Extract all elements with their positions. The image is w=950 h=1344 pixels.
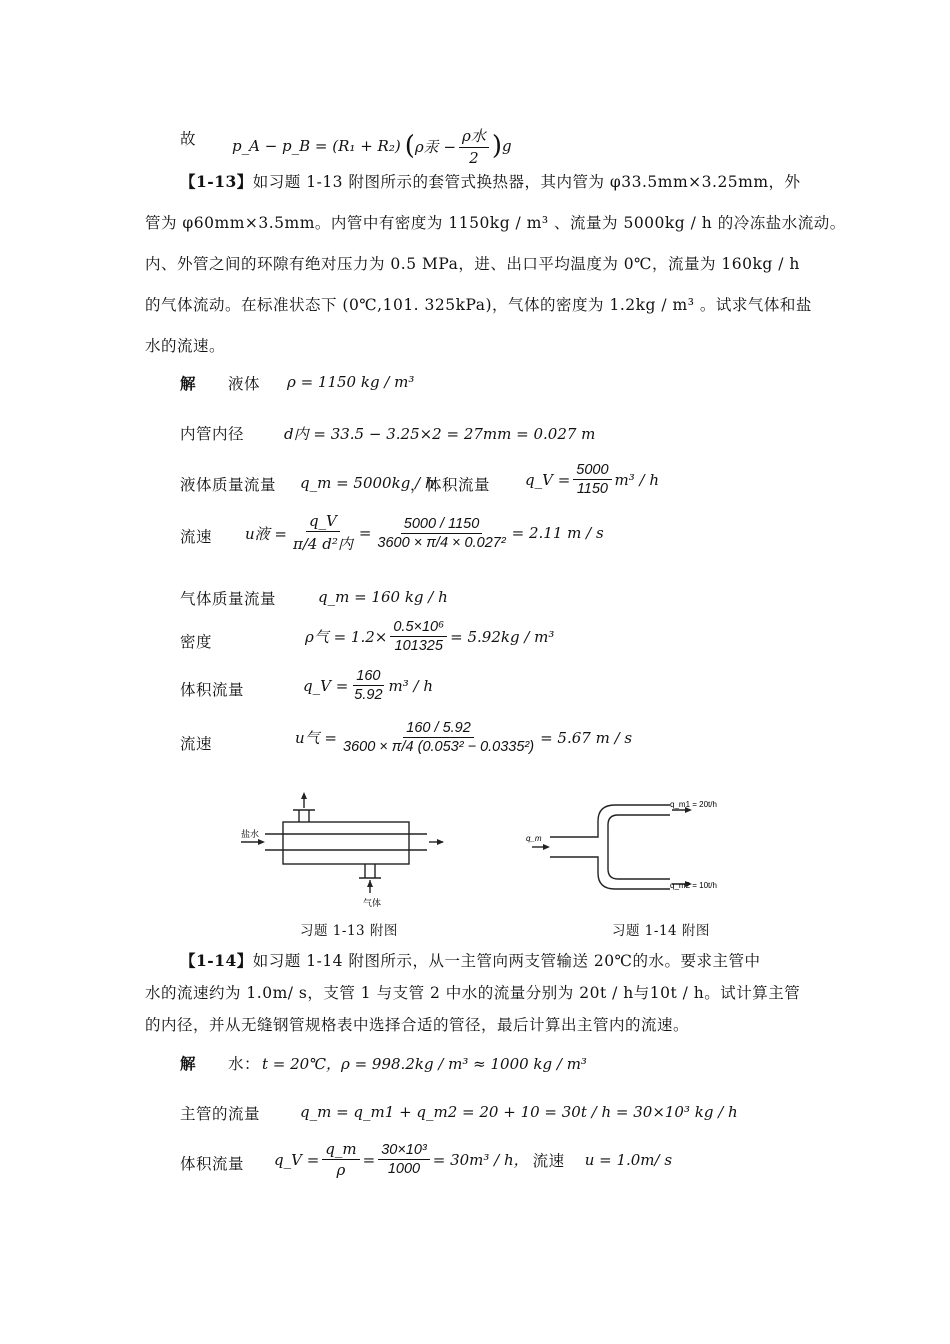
gu-fraction: [340, 720, 537, 755]
eq-lhs: p_A − p_B = (R₁ + R₂): [232, 137, 401, 155]
qv-num: 5000: [573, 462, 611, 480]
rho-num: 0.5×10⁶: [390, 619, 447, 637]
close-paren: ): [491, 131, 502, 161]
u-result: = 2.11 m / s: [511, 524, 604, 542]
main-volume-flow-label: 体积流量: [180, 1155, 245, 1173]
speed-label: 流速: [532, 1151, 565, 1170]
liquid-volume-flow-eq: [525, 462, 659, 497]
inner-diameter-eq: d内 = 33.5 − 3.25×2 = 27mm = 0.027 m: [284, 425, 596, 443]
volume-flow-label: ，体积流量: [410, 476, 491, 494]
liquid-label: 液体: [228, 375, 261, 393]
qv-den: 1150: [576, 481, 608, 497]
u-frac1: [290, 512, 356, 554]
vflow-frac2-num: 30×10³: [378, 1142, 430, 1160]
u-frac1-num: q_V: [306, 512, 340, 532]
water-label: 水：: [228, 1055, 261, 1073]
problem-13-line5: 水的流速。: [145, 337, 226, 355]
qv-lhs: q_V =: [525, 470, 571, 489]
fig14-qm-label: q_m: [526, 834, 542, 843]
problem-14-line1-text: 如习题 1-14 附图所示，从一主管向两支管输送 20℃的水。要求主管中: [252, 952, 761, 970]
problem-14-line1: [180, 949, 760, 971]
vflow-frac2-den: 1000: [387, 1161, 421, 1177]
fig13-brine-label: 盐水: [241, 829, 260, 839]
therefore-label: 故: [180, 130, 197, 148]
vflow-result: = 30m³ / h，: [432, 1151, 529, 1169]
main-pipe-flow-eq: q_m = q_m1 + q_m2 = 20 + 10 = 30t / h = 30×10³ kg / h: [300, 1103, 738, 1121]
fig13-gas-label: 气体: [363, 898, 382, 908]
equals-sign: =: [358, 524, 372, 542]
u-lhs: u液 =: [245, 524, 287, 543]
pressure-difference-equation: [232, 125, 512, 167]
qv-unit: m³ / h: [614, 470, 660, 489]
figure-1-13-heat-exchanger: [235, 790, 445, 910]
vflow-frac1-num: q_m: [322, 1140, 359, 1160]
water-props-eq: t = 20℃，ρ = 998.2kg / m³ ≈ 1000 kg / m³: [262, 1055, 587, 1073]
branches-inner: [608, 815, 670, 879]
problem-14-tag: 【1-14】: [180, 951, 253, 970]
branch-1-outer: [550, 805, 670, 837]
main-volume-flow-eq: [274, 1140, 672, 1179]
main-pipe-flow-label: 主管的流量: [180, 1105, 261, 1123]
speed-eq: u = 1.0m/ s: [584, 1150, 673, 1169]
vflow-frac2: [378, 1142, 430, 1177]
gas-density-eq: [305, 619, 554, 654]
liquid-density-eq: ρ = 1150 kg / m³: [287, 373, 415, 391]
vflow-lhs: q_V =: [274, 1150, 320, 1169]
qv-fraction: [573, 462, 611, 497]
rho-fraction: [390, 619, 447, 654]
problem-14-line3: 的内径，并从无缝钢管规格表中选择合适的管径，最后计算出主管内的流速。: [145, 1016, 690, 1034]
gu-num: 160 / 5.92: [403, 720, 474, 738]
gas-velocity-label: 流速: [180, 735, 213, 753]
gu-lhs: u气 =: [295, 729, 337, 747]
problem-13-line4: 的气体流动。在标准状态下 (0℃,101. 325kPa)，气体的密度为 1.2kg / m³ 。试求气体和盐: [145, 296, 812, 314]
vflow-frac1-den: ρ: [336, 1161, 346, 1179]
u-frac2-num: 5000 / 1150: [401, 516, 483, 534]
figure-1-13-caption: 习题 1-13 附图: [300, 923, 398, 939]
eq-frac-num: ρ水: [459, 125, 489, 148]
gas-mass-flow-eq: q_m = 160 kg / h: [318, 588, 448, 606]
rho-lhs: ρ气 = 1.2×: [305, 628, 388, 646]
u-frac1-den: π/4 d²内: [293, 535, 353, 553]
eq-frac-den: 2: [469, 149, 479, 167]
gqv-num: 160: [353, 668, 383, 686]
open-paren: (: [404, 131, 415, 161]
inner-diameter-label: 内管内径: [180, 425, 245, 443]
gas-density-label: 密度: [180, 633, 213, 651]
problem-14-line2: 水的流速约为 1.0m/ s，支管 1 与支管 2 中水的流量分别为 20t / h与10t / h。试计算主管: [145, 984, 801, 1002]
u-frac2: [374, 516, 508, 551]
gas-velocity-eq: [295, 720, 632, 755]
gas-volume-flow-eq: [303, 668, 433, 703]
solution-13-jie: 解: [180, 374, 197, 393]
u-frac2-den: 3600 × π/4 × 0.027²: [377, 534, 506, 551]
fig14-qm1-label: q_m1 = 20t/h: [670, 800, 717, 809]
problem-13-line2: 管为 φ60mm×3.5mm。内管中有密度为 1150kg / m³ 、流量为 5000kg / h 的冷冻盐水流动。: [145, 214, 846, 232]
rho-den: 101325: [394, 638, 443, 654]
eq-tail: g: [502, 137, 512, 155]
problem-13-line1: [180, 170, 801, 192]
solution-14-jie: 解: [180, 1054, 197, 1073]
outer-pipe: [283, 822, 409, 864]
rho-result: = 5.92kg / m³: [450, 627, 555, 646]
gqv-lhs: q_V =: [303, 676, 349, 695]
problem-13-tag: 【1-13】: [180, 172, 253, 191]
gqv-den: 5.92: [354, 687, 383, 703]
vflow-frac1: [322, 1140, 359, 1179]
figure-1-14-caption: 习题 1-14 附图: [612, 923, 710, 939]
gqv-unit: m³ / h: [388, 676, 434, 695]
gas-mass-flow-label: 气体质量流量: [180, 590, 277, 608]
eq-fraction: [459, 125, 489, 167]
eq-rho-mid: ρ汞 −: [414, 137, 457, 156]
figure-1-14-branch-pipes: [520, 795, 760, 905]
fig14-qm2-label: q_m2 = 10t/h: [670, 881, 717, 890]
liquid-velocity-eq: [245, 512, 604, 554]
gu-den: 3600 × π/4 (0.053² − 0.0335²): [343, 739, 535, 755]
branch-2-outer: [550, 857, 670, 889]
liquid-mass-flow-label: 液体质量流量: [180, 476, 277, 494]
gqv-fraction: [351, 668, 385, 703]
problem-13-line3: 内、外管之间的环隙有绝对压力为 0.5 MPa，进、出口平均温度为 0℃，流量为 160kg / h: [145, 255, 800, 273]
problem-13-line1-text: 如习题 1-13 附图所示的套管式换热器，其内管为 φ33.5mm×3.25mm，外: [252, 173, 801, 191]
gas-volume-flow-label: 体积流量: [180, 681, 245, 699]
liquid-mass-flow-eq: q_m = 5000kg / h: [300, 474, 435, 492]
liquid-velocity-label: 流速: [180, 528, 213, 546]
gu-result: = 5.67 m / s: [540, 728, 633, 747]
equals-sign-2: =: [362, 1150, 376, 1169]
